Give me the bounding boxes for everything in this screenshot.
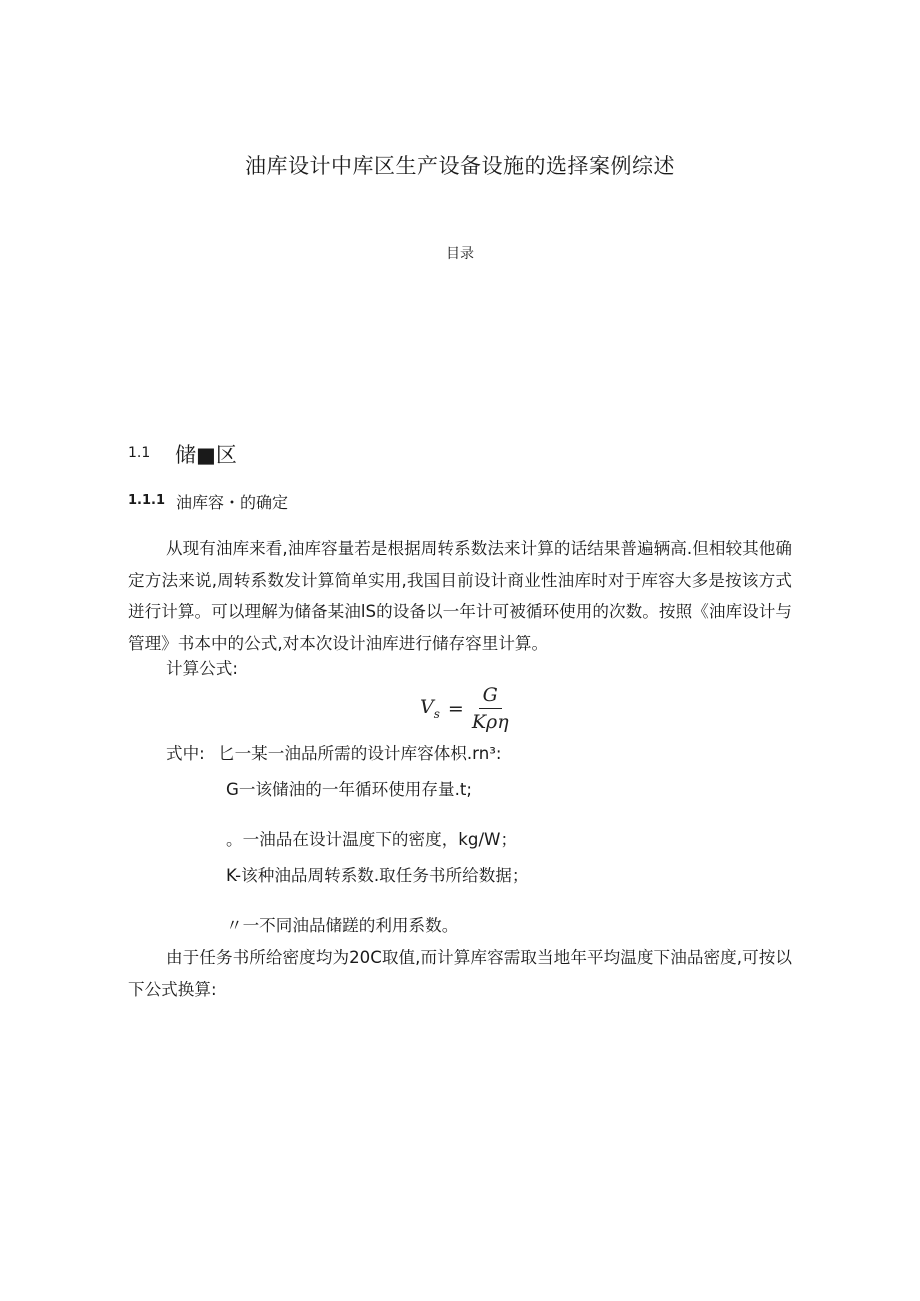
toc-label: 目录: [446, 246, 474, 262]
subsection-number: 1.1.1: [128, 493, 166, 508]
formula-lhs: $V_s$: [420, 696, 440, 721]
subsection-title: 油库容・的确定: [176, 493, 289, 512]
storage-volume-formula: [420, 684, 509, 733]
formula-label: 计算公式:: [166, 659, 238, 678]
definition-item: K-该种油品周转系数.取任务书所给数据；: [226, 866, 529, 885]
definition-item: G一该储油的一年循环使用存量.t;: [226, 780, 472, 799]
body-paragraph-2: 由于任务书所给密度均为20C取值,而计算库容需取当地年平均温度下油品密度,可按以下公式换算:: [128, 948, 792, 999]
definition-item: 。一油品在设计温度下的密度，kg/W；: [226, 830, 518, 849]
section-title: 储■区: [175, 443, 237, 467]
formula-denominator: Kρη: [471, 711, 509, 733]
formula-fraction: [472, 684, 509, 733]
document-title: 油库设计中库区生产设备设施的选择案例综述: [245, 154, 675, 178]
formula-equals: =: [447, 697, 464, 720]
body-paragraph-1: 从现有油库来看,油库容量若是根据周转系数法来计算的话结果普遍辆高.但相较其他确定方法来说,周转系数发计算简单实用,我国目前设计商业性油库时对于库容大多是按该方式迸行计算。可以理解为储备某油lS的设备以一年计可被循环使用的次数。按照《油库设计与管理》书本中的公式,对本次设计油库进行储存容里计算。: [128, 539, 792, 653]
definitions-lead: 式中:: [166, 744, 205, 763]
definition-item: 〃一不同油品储蹉的利用系数。: [226, 916, 459, 935]
formula-numerator: G: [479, 684, 502, 709]
section-number: 1.1: [128, 445, 151, 461]
formula-lhs-subscript: s: [433, 706, 440, 721]
definition-item: 匕一某一油品所需的设计库容体枳.rn³:: [218, 744, 502, 763]
